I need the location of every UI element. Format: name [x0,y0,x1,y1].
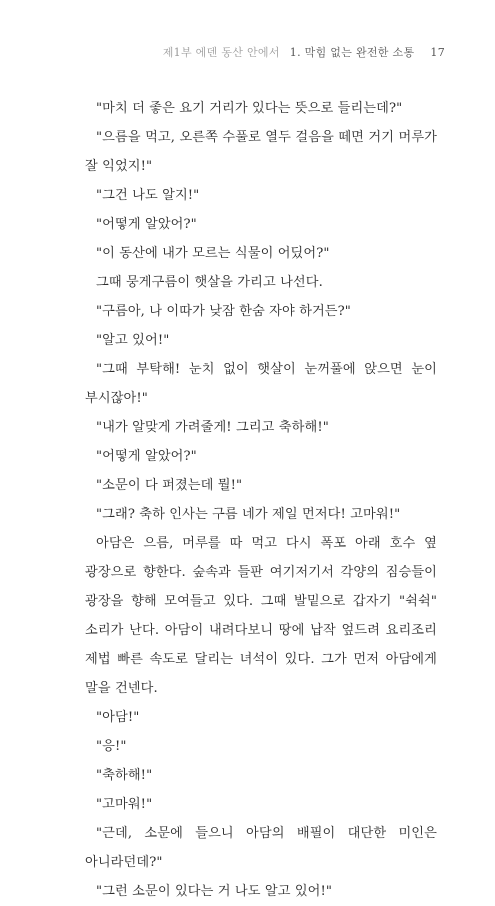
paragraph: "그건 나도 알지!" [96,188,200,203]
paragraph: 아담은 으름, 머루를 따 먹고 다시 폭포 아래 호수 옆 광장으로 향한다. 숲속과 들판 여기저기서 각양의 짐승들이 광장을 향해 모여들고 있다. 그때 발밑으로 갑자기 "쉭쉭" 소리가 난다. 아담이 내려다보니 땅에 납작 엎드려 요리조리 제법 빠른 속도로 달리는 녀석이 있다. 그가 먼저 아담에게 말을 건넨다. [85,536,437,696]
paragraph: "내가 알맞게 가려줄게! 그리고 축하해!" [96,420,329,435]
body-text [85,94,437,906]
paragraph: "그런 소문이 있다는 거 나도 알고 있어!" [96,884,333,899]
paragraph: "아담!" [96,710,140,725]
paragraph: "구름아, 나 이따가 낮잠 한숨 자야 하거든?" [96,304,351,319]
paragraph: "마치 더 좋은 요기 거리가 있다는 뜻으로 들리는데?" [96,101,403,116]
paragraph: "그래? 축하 인사는 구름 네가 제일 먼저다! 고마워!" [96,507,401,522]
running-header-chapter: 1. 막힘 없는 완전한 소통 [289,46,415,59]
paragraph: "어떻게 알았어?" [96,449,197,464]
paragraph: "알고 있어!" [96,333,170,348]
running-header-part: 제1부 에덴 동산 안에서 [162,46,280,59]
running-header [163,44,445,60]
paragraph: "으름을 먹고, 오른쪽 수풀로 열두 걸음을 떼면 거기 머루가 잘 익었지!" [85,130,437,174]
paragraph: "어떻게 알았어?" [96,217,197,232]
paragraph: "축하해!" [96,768,153,783]
paragraph: "이 동산에 내가 모르는 식물이 어딨어?" [96,246,330,261]
paragraph: "그때 부탁해! 눈치 없이 햇살이 눈꺼풀에 앉으면 눈이 부시잖아!" [85,362,437,406]
paragraph: 그때 뭉게구름이 햇살을 가리고 나선다. [96,275,323,290]
paragraph: "소문이 다 퍼졌는데 뭘!" [96,478,243,493]
page-number: 17 [430,46,445,59]
paragraph: "응!" [96,739,127,754]
paragraph: "고마워!" [96,797,153,812]
paragraph: "근데, 소문에 들으니 아담의 배필이 대단한 미인은 아니라던데?" [85,826,437,870]
